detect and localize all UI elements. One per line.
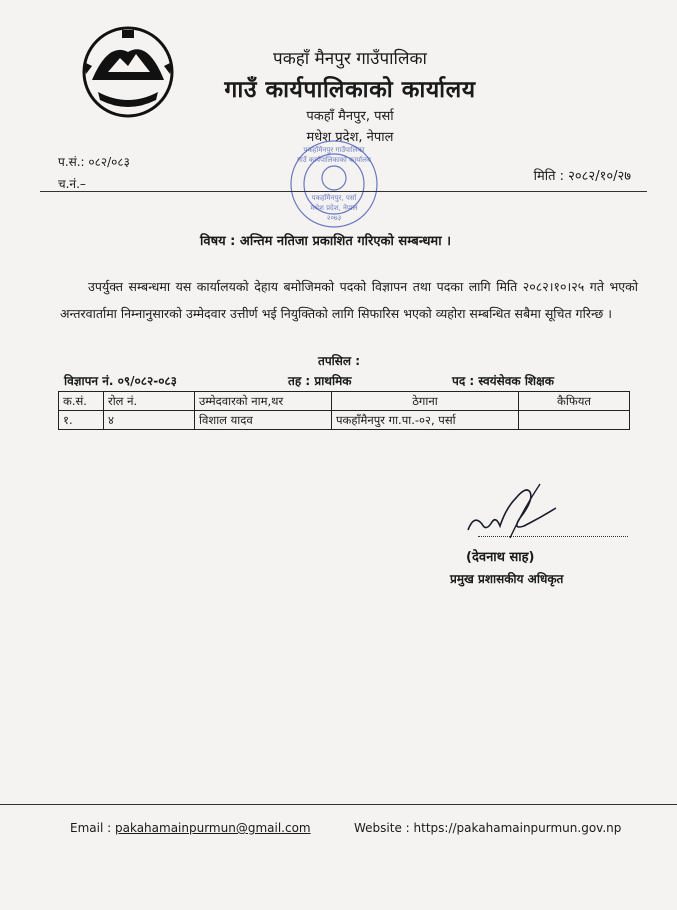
col-remarks: कैफियत [519,392,630,411]
address-line-2: मधेश प्रदेश, नेपाल [306,130,394,145]
details-heading: तपसिल : [318,354,360,368]
advertisement-number: विज्ञापन नं. ०९/०८२-०८३ [64,374,177,388]
col-serial: क.सं. [59,392,104,411]
stamp-text-4: मधेश प्रदेश, नेपाल [310,204,358,212]
office-name: पकहाँ मैनपुर गाउँपालिका [273,49,427,69]
cell-address: पकहाँमैनपुर गा.पा.-०२, पर्सा [332,411,519,430]
table-header-row [59,392,630,411]
dispatch-number: च.नं.– [58,177,86,191]
cell-roll: ४ [104,411,195,430]
letter-date: मिति : २०८२/१०/२७ [533,169,631,184]
website-link[interactable]: https://pakahamainpurmun.gov.np [413,821,622,835]
stamp-text-2: गाउँ कार्यपालिकाको कार्यालय [297,156,371,164]
footer-email [70,821,311,835]
nepal-emblem-icon [78,22,178,122]
office-title: गाउँ कार्यपालिकाको कार्यालय [224,77,476,103]
position-level: तह : प्राथमिक [288,374,352,388]
col-roll: रोल नं. [104,392,195,411]
footer-divider [0,804,677,805]
result-table [58,391,630,430]
stamp-text-5: २०७३ [326,214,342,222]
reference-number: प.सं.: ०८२/०८३ [58,155,130,169]
table-row [59,411,630,430]
email-label: Email : [70,821,112,835]
position-title: पद : स्वयंसेवक शिक्षक [452,374,554,388]
signer-designation: प्रमुख प्रशासकीय अधिकृत [450,572,564,586]
signature-line [478,530,628,537]
cell-name: विशाल यादव [195,411,332,430]
signature-icon [460,478,570,550]
col-name: उम्मेदवारको नाम,थर [195,392,332,411]
cell-remarks [519,411,630,430]
website-label: Website : [354,821,410,835]
letter-subject: विषय : अन्तिम नतिजा प्रकाशित गरिएको सम्बन्धमा । [200,234,452,249]
header-divider [40,191,647,192]
footer-website [354,821,621,835]
stamp-text-3: पकहाँमैनपुर, पर्सा [311,194,357,202]
letter-body: उपर्युक्त सम्बन्धमा यस कार्यालयको देहाय बमोजिमको पदको विज्ञापन तथा पदका लागि मिति २०८२।१०।२५ गते भएको अन्तरवार्तामा निम्नानुसारको उम्मेदवार उत्तीर्ण भई नियुक्तिको लागि सिफारिस भएको व्यहोरा सम्बन्धित सबैमा सूचित गरिन्छ । [60,279,638,321]
signer-name: (देवनाथ साह) [466,550,535,565]
col-address: ठेगाना [332,392,519,411]
email-link[interactable]: pakahamainpurmun@gmail.com [114,821,311,835]
office-stamp-icon [288,138,380,230]
stamp-text-1: पकहाँमैनपुर गाउँपालिका [303,146,365,154]
address-line-1: पकहाँ मैनपुर, पर्सा [306,109,394,124]
cell-serial: १. [59,411,104,430]
